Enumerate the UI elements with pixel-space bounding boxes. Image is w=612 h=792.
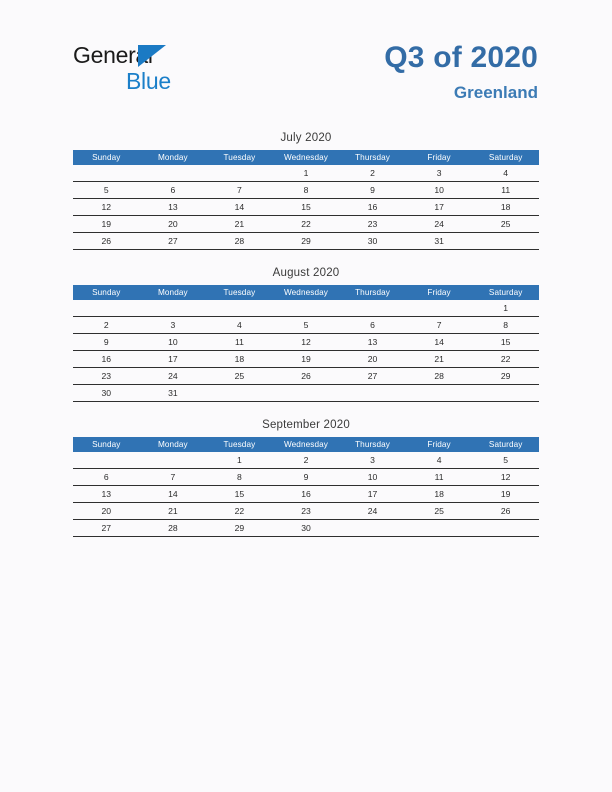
week-row (73, 199, 539, 216)
month-table (73, 285, 539, 402)
day-cell[interactable]: 3 (406, 165, 473, 182)
day-cell[interactable]: 19 (273, 351, 340, 368)
day-cell[interactable]: 17 (140, 351, 207, 368)
day-cell[interactable]: 27 (339, 368, 406, 385)
page-subtitle: Greenland (453, 83, 538, 102)
day-cell[interactable]: 28 (140, 520, 207, 537)
day-cell[interactable]: 26 (472, 503, 539, 520)
day-cell[interactable]: 5 (472, 452, 539, 469)
day-cell[interactable]: 13 (73, 486, 140, 503)
day-cell[interactable]: 28 (206, 233, 273, 250)
day-cell[interactable]: 12 (472, 469, 539, 486)
week-row (73, 452, 539, 469)
week-row (73, 233, 539, 250)
day-cell-empty (73, 300, 140, 317)
day-cell[interactable]: 30 (339, 233, 406, 250)
day-cell[interactable]: 5 (273, 317, 340, 334)
day-cell[interactable]: 1 (472, 300, 539, 317)
day-cell[interactable]: 6 (73, 469, 140, 486)
day-cell[interactable]: 25 (472, 216, 539, 233)
page-title: Q3 of 2020 (384, 41, 538, 74)
logo-triangle-icon (138, 45, 166, 67)
day-cell[interactable]: 30 (273, 520, 340, 537)
day-cell[interactable]: 20 (73, 503, 140, 520)
day-cell[interactable]: 21 (406, 351, 473, 368)
day-cell[interactable]: 8 (472, 317, 539, 334)
day-cell[interactable]: 14 (140, 486, 207, 503)
day-cell[interactable]: 29 (273, 233, 340, 250)
logo-text-general: General (73, 42, 153, 68)
month-block (73, 132, 539, 250)
day-cell[interactable]: 23 (73, 368, 140, 385)
day-cell[interactable]: 25 (406, 503, 473, 520)
day-cell[interactable]: 7 (140, 469, 207, 486)
weekday-header-tuesday: Tuesday (206, 150, 273, 165)
day-cell[interactable]: 2 (339, 165, 406, 182)
week-row (73, 165, 539, 182)
day-cell[interactable]: 10 (339, 469, 406, 486)
week-row (73, 385, 539, 402)
week-row (73, 351, 539, 368)
week-row (73, 317, 539, 334)
day-cell-empty (406, 385, 473, 402)
day-cell[interactable]: 27 (73, 520, 140, 537)
day-cell[interactable]: 8 (206, 469, 273, 486)
day-cell[interactable]: 18 (472, 199, 539, 216)
day-cell[interactable]: 7 (206, 182, 273, 199)
day-cell[interactable]: 14 (206, 199, 273, 216)
day-cell[interactable]: 13 (339, 334, 406, 351)
day-cell-empty (206, 300, 273, 317)
day-cell[interactable]: 17 (339, 486, 406, 503)
day-cell-empty (339, 385, 406, 402)
weekday-header-friday: Friday (406, 150, 473, 165)
day-cell[interactable]: 26 (73, 233, 140, 250)
day-cell[interactable]: 14 (406, 334, 473, 351)
day-cell-empty (206, 165, 273, 182)
month-title: August 2020 (272, 267, 340, 279)
day-cell[interactable]: 25 (206, 368, 273, 385)
day-cell[interactable]: 26 (273, 368, 340, 385)
day-cell[interactable]: 12 (273, 334, 340, 351)
day-cell[interactable]: 30 (73, 385, 140, 402)
day-cell[interactable]: 22 (206, 503, 273, 520)
weekday-header-thursday: Thursday (339, 437, 406, 452)
weekday-header-sunday: Sunday (73, 285, 140, 300)
day-cell-empty (339, 300, 406, 317)
day-cell[interactable]: 28 (406, 368, 473, 385)
day-cell[interactable]: 7 (406, 317, 473, 334)
quarter-calendars (73, 132, 539, 554)
weekday-header-monday: Monday (140, 285, 207, 300)
day-cell[interactable]: 18 (406, 486, 473, 503)
day-cell-empty (73, 165, 140, 182)
day-cell[interactable]: 8 (273, 182, 340, 199)
week-row (73, 182, 539, 199)
week-row (73, 368, 539, 385)
week-row (73, 469, 539, 486)
day-cell[interactable]: 31 (140, 385, 207, 402)
month-title: July 2020 (280, 132, 332, 144)
weekday-header-thursday: Thursday (339, 285, 406, 300)
day-cell-empty (406, 520, 473, 537)
day-cell[interactable]: 9 (73, 334, 140, 351)
day-cell[interactable]: 3 (140, 317, 207, 334)
day-cell[interactable]: 5 (73, 182, 140, 199)
week-row (73, 520, 539, 537)
weekday-header-monday: Monday (140, 437, 207, 452)
week-row (73, 216, 539, 233)
day-cell[interactable]: 15 (472, 334, 539, 351)
day-cell[interactable]: 24 (406, 216, 473, 233)
month-table (73, 437, 539, 537)
day-cell[interactable]: 3 (339, 452, 406, 469)
week-row (73, 300, 539, 317)
day-cell[interactable]: 1 (273, 165, 340, 182)
day-cell[interactable]: 20 (140, 216, 207, 233)
day-cell-empty (73, 452, 140, 469)
day-cell[interactable]: 19 (73, 216, 140, 233)
day-cell[interactable]: 12 (73, 199, 140, 216)
day-cell[interactable]: 23 (273, 503, 340, 520)
weekday-header-sunday: Sunday (73, 437, 140, 452)
day-cell[interactable]: 9 (273, 469, 340, 486)
day-cell[interactable]: 29 (472, 368, 539, 385)
day-cell[interactable]: 11 (406, 469, 473, 486)
weekday-header-tuesday: Tuesday (206, 437, 273, 452)
day-cell-empty (472, 520, 539, 537)
day-cell[interactable]: 23 (339, 216, 406, 233)
day-cell-empty (472, 233, 539, 250)
month-block (73, 419, 539, 537)
day-cell[interactable]: 4 (472, 165, 539, 182)
weekday-header-row (73, 437, 539, 452)
day-cell[interactable]: 6 (339, 317, 406, 334)
day-cell[interactable]: 2 (273, 452, 340, 469)
day-cell[interactable]: 9 (339, 182, 406, 199)
weekday-header-saturday: Saturday (472, 437, 539, 452)
logo-top-row (73, 42, 253, 68)
month-table (73, 150, 539, 250)
day-cell-empty (472, 385, 539, 402)
day-cell[interactable]: 11 (206, 334, 273, 351)
logo-bottom-row (73, 68, 253, 94)
weekday-header-friday: Friday (406, 437, 473, 452)
day-cell[interactable]: 4 (206, 317, 273, 334)
weekday-header-friday: Friday (406, 285, 473, 300)
day-cell[interactable]: 16 (273, 486, 340, 503)
week-row (73, 503, 539, 520)
day-cell[interactable]: 24 (339, 503, 406, 520)
day-cell[interactable]: 10 (406, 182, 473, 199)
day-cell[interactable]: 15 (273, 199, 340, 216)
day-cell[interactable]: 17 (406, 199, 473, 216)
day-cell[interactable]: 29 (206, 520, 273, 537)
day-cell-empty (140, 300, 207, 317)
day-cell-empty (140, 165, 207, 182)
weekday-header-tuesday: Tuesday (206, 285, 273, 300)
day-cell[interactable]: 24 (140, 368, 207, 385)
weekday-header-wednesday: Wednesday (273, 285, 340, 300)
day-cell[interactable]: 16 (339, 199, 406, 216)
day-cell[interactable]: 1 (206, 452, 273, 469)
weekday-header-monday: Monday (140, 150, 207, 165)
weekday-header-saturday: Saturday (472, 285, 539, 300)
day-cell[interactable]: 16 (73, 351, 140, 368)
day-cell[interactable]: 19 (472, 486, 539, 503)
week-row (73, 486, 539, 503)
day-cell[interactable]: 21 (206, 216, 273, 233)
month-block (73, 267, 539, 402)
logo-text-blue: Blue (126, 68, 171, 94)
day-cell-empty (406, 300, 473, 317)
weekday-header-wednesday: Wednesday (273, 150, 340, 165)
weekday-header-saturday: Saturday (472, 150, 539, 165)
day-cell[interactable]: 27 (140, 233, 207, 250)
day-cell[interactable]: 22 (273, 216, 340, 233)
weekday-header-row (73, 150, 539, 165)
day-cell-empty (273, 385, 340, 402)
general-blue-logo[interactable] (73, 42, 253, 98)
day-cell[interactable]: 18 (206, 351, 273, 368)
weekday-header-row (73, 285, 539, 300)
weekday-header-wednesday: Wednesday (273, 437, 340, 452)
month-title: September 2020 (262, 419, 350, 431)
title-block (384, 40, 538, 106)
day-cell-empty (273, 300, 340, 317)
day-cell[interactable]: 15 (206, 486, 273, 503)
day-cell-empty (206, 385, 273, 402)
day-cell[interactable]: 22 (472, 351, 539, 368)
day-cell[interactable]: 11 (472, 182, 539, 199)
weekday-header-sunday: Sunday (73, 150, 140, 165)
weekday-header-thursday: Thursday (339, 150, 406, 165)
day-cell[interactable]: 4 (406, 452, 473, 469)
day-cell[interactable]: 13 (140, 199, 207, 216)
week-row (73, 334, 539, 351)
page-header (0, 0, 612, 110)
day-cell[interactable]: 10 (140, 334, 207, 351)
day-cell[interactable]: 20 (339, 351, 406, 368)
day-cell-empty (339, 520, 406, 537)
day-cell[interactable]: 6 (140, 182, 207, 199)
day-cell[interactable]: 2 (73, 317, 140, 334)
day-cell-empty (140, 452, 207, 469)
day-cell[interactable]: 31 (406, 233, 473, 250)
day-cell[interactable]: 21 (140, 503, 207, 520)
